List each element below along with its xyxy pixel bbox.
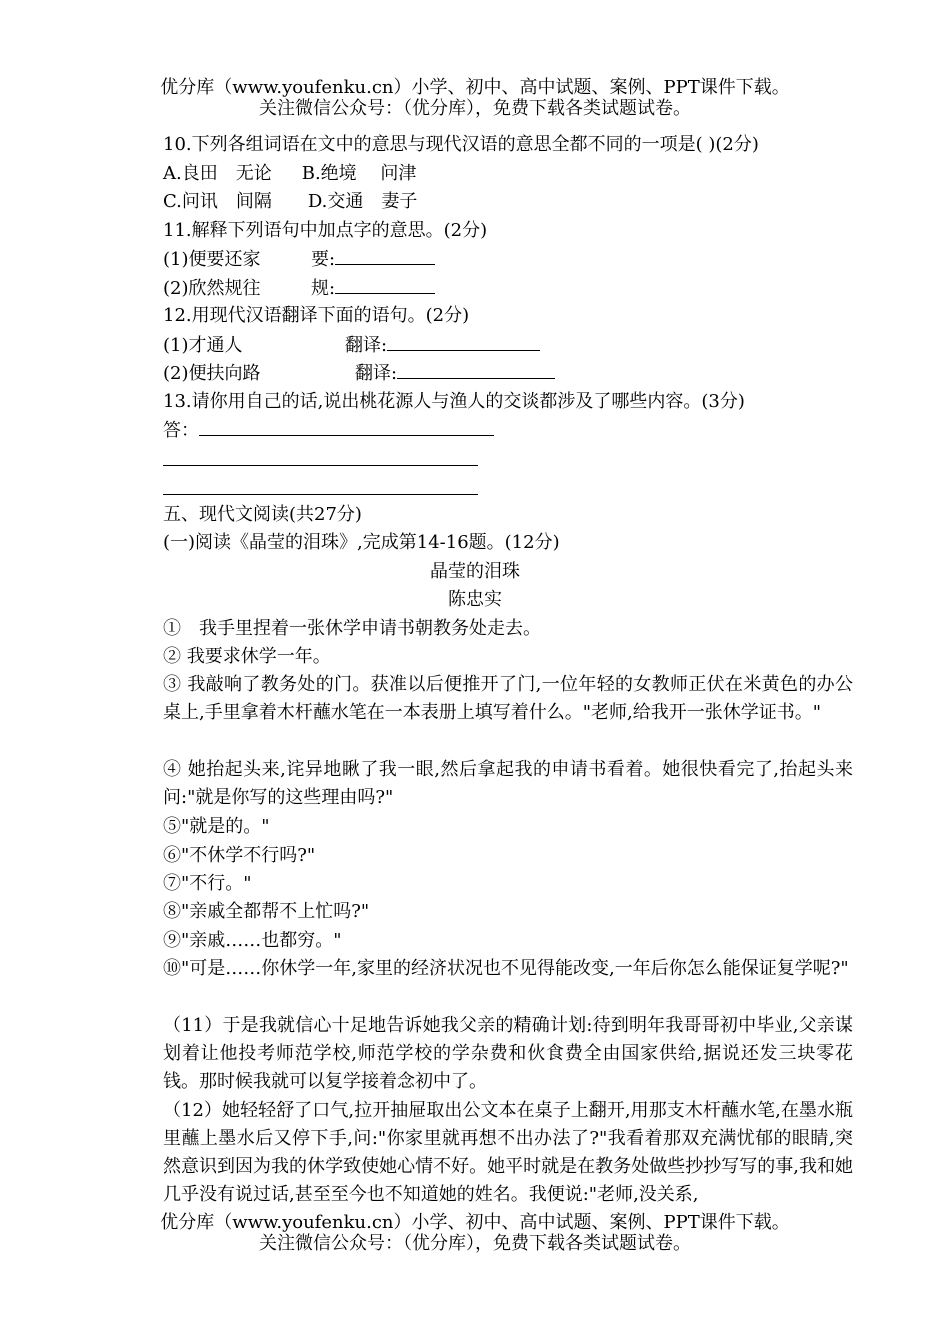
q12-answer-blank-2[interactable] [397, 360, 555, 379]
question-11: 11.解释下列语句中加点字的意思。(2分) [163, 220, 488, 241]
paragraph-10: ⑩"可是……你休学一年,家里的经济状况也不见得能改变,一年后你怎么能保证复学呢?" [163, 958, 849, 979]
q10-options-row-2 [163, 189, 417, 215]
footer-line-1: 优分库（www.youfenku.cn）小学、初中、高中试题、案例、PPT课件下载。 [160, 1212, 790, 1233]
q12-item-2-text: (2)便扶向路 [163, 363, 261, 384]
question-10: 10.下列各组词语在文中的意思与现代汉语的意思全都不同的一项是( )(2分) [163, 134, 759, 155]
paragraph-8: ⑧"亲戚全都帮不上忙吗?" [163, 901, 370, 922]
paragraph-1: ① 我手里捏着一张休学申请书朝教务处走去。 [163, 618, 541, 639]
paragraph-12: （12）她轻轻舒了口气,拉开抽屉取出公文本在桌子上翻开,用那支木杆蘸水笔,在墨水瓶里蘸上墨水后又停下手,问:"你家里就再想不出办法了?"我看着那双充满忧郁的眼睛,突然意识到因为我的休学致使她心情不好。她平时就是在教务处做些抄抄写写的事,我和她几乎没有说过话,甚至至今也不知道她的姓名。我便说:"老师,没关系, [163, 1100, 853, 1205]
q11-item-2-text: (2)欣然规往 [163, 278, 261, 299]
q11-item-2-label: 规: [311, 278, 336, 299]
q10-option-b: B.绝境 问津 [301, 163, 417, 184]
header-line-1: 优分库（www.youfenku.cn）小学、初中、高中试题、案例、PPT课件下载。 [160, 77, 790, 98]
q12-answer-blank-1[interactable] [387, 332, 540, 351]
question-13: 13.请你用自己的话,说出桃花源人与渔人的交谈都涉及了哪些内容。(3分) [163, 391, 745, 412]
section-5-title: 五、现代文阅读(共27分) [163, 504, 362, 525]
q12-item-2 [163, 360, 555, 387]
paragraph-7: ⑦"不行。" [163, 873, 252, 894]
paragraph-2: ② 我要求休学一年。 [163, 646, 331, 667]
paragraph-6: ⑥"不休学不行吗?" [163, 845, 316, 866]
q12-item-1 [163, 332, 540, 359]
q10-option-d: D.交通 妻子 [307, 191, 418, 212]
section-5-subtitle: (一)阅读《晶莹的泪珠》,完成第14-16题。(12分) [163, 532, 560, 553]
paragraph-3: ③ 我敲响了教务处的门。获准以后便推开了门,一位年轻的女教师正伏在米黄色的办公桌上,手里拿着木杆蘸水笔在一本表册上填写着什么。"老师,给我开一张休学证书。" [163, 674, 853, 723]
q10-option-c: C.问讯 间隔 [163, 191, 272, 212]
footer-line-2: 关注微信公众号：（优分库），免费下载各类试题试卷。 [259, 1233, 691, 1254]
paragraph-9: ⑨"亲戚……也都穷。" [163, 930, 342, 951]
paragraph-5: ⑤"就是的。" [163, 816, 270, 837]
q11-item-2 [163, 275, 435, 302]
q13-answer-blank-1[interactable] [199, 417, 494, 436]
paragraph-4: ④ 她抬起头来,诧异地瞅了我一眼,然后拿起我的申请书看着。她很快看完了,抬起头来问:"就是你写的这些理由吗?" [163, 759, 853, 808]
q12-item-2-label: 翻译: [355, 363, 398, 384]
question-12: 12.用现代汉语翻译下面的语句。(2分) [163, 305, 470, 326]
q12-item-1-label: 翻译: [345, 335, 388, 356]
header-line-2: 关注微信公众号：（优分库），免费下载各类试题试卷。 [259, 98, 691, 119]
q12-item-1-text: (1)才通人 [163, 335, 243, 356]
article-author: 陈忠实 [448, 589, 502, 610]
q13-answer-label: 答： [163, 420, 199, 441]
q11-item-1 [163, 246, 435, 273]
q10-options-row-1 [163, 161, 416, 187]
q11-answer-blank-2[interactable] [335, 275, 435, 294]
q13-answer-blank-2[interactable] [163, 465, 478, 466]
article-title: 晶莹的泪珠 [430, 561, 520, 582]
q11-item-1-text: (1)便要还家 [163, 249, 261, 270]
q13-answer-line-1 [163, 417, 494, 444]
q10-option-a: A.良田 无论 [163, 163, 272, 184]
q11-item-1-label: 要: [311, 249, 336, 270]
paragraph-11: （11）于是我就信心十足地告诉她我父亲的精确计划:待到明年我哥哥初中毕业,父亲谋划着让他投考师范学校,师范学校的学杂费和伙食费全由国家供给,据说还发三块零花钱。那时候我就可以复学接着念初中了。 [163, 1015, 853, 1092]
q11-answer-blank-1[interactable] [335, 246, 435, 265]
q13-answer-blank-3[interactable] [163, 494, 478, 495]
